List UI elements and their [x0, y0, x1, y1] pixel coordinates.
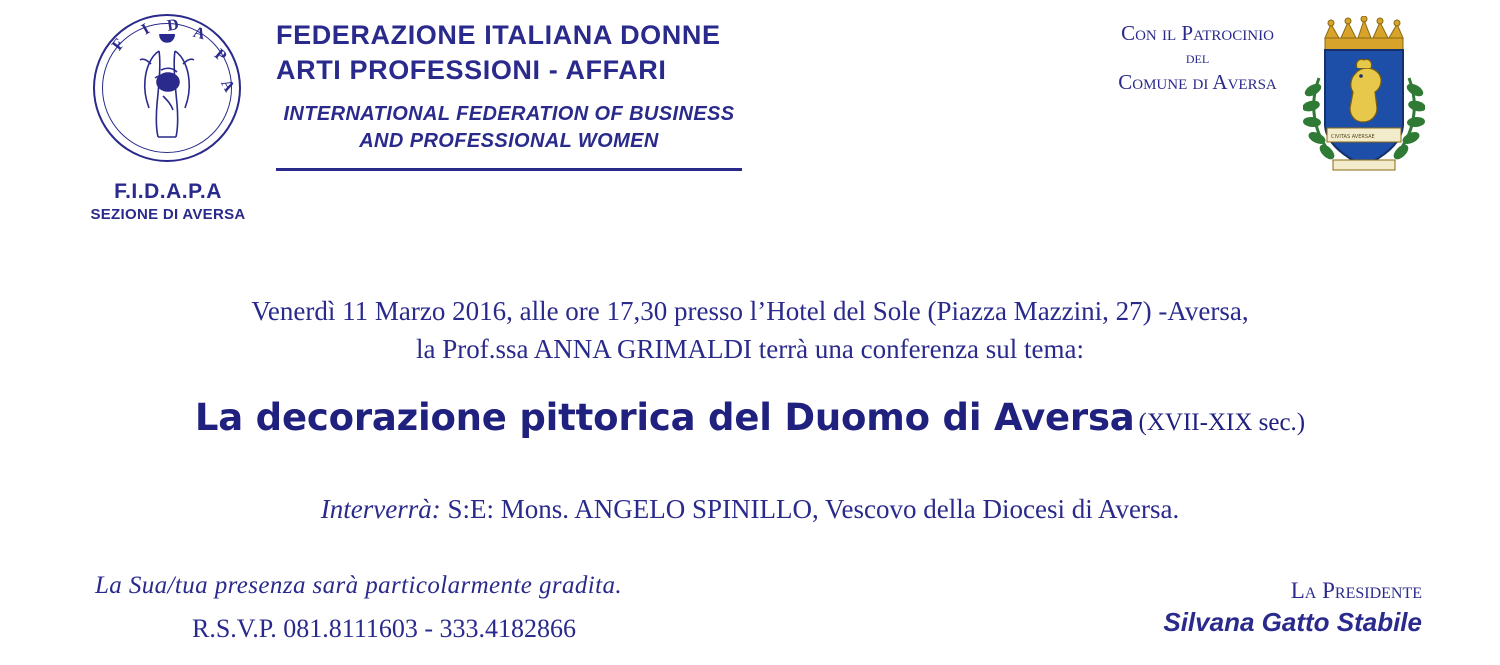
president-role: La Presidente	[1290, 578, 1422, 603]
emblem-caption	[48, 180, 288, 223]
federation-italian-line2: ARTI PROFESSIONI - AFFARI	[276, 54, 667, 85]
federation-italian-line1: FEDERAZIONE ITALIANA DONNE	[276, 20, 721, 50]
emblem-letter: A	[191, 23, 207, 44]
president-name: Silvana Gatto Stabile	[1163, 607, 1422, 638]
emblem-letter: D	[166, 16, 180, 35]
presence-note: La Sua/tua presenza sarà particolarmente gradita.	[95, 572, 623, 599]
emblem-caption-line2: SEZIONE DI AVERSA	[90, 206, 246, 223]
event-intro	[0, 292, 1500, 369]
emblem-letter: F	[108, 35, 129, 54]
conference-title-main: La decorazione pittorica del Duomo di Aversa	[194, 396, 1135, 439]
conference-title	[0, 396, 1500, 439]
conference-title-period: (XVII-XIX sec.)	[1138, 409, 1306, 436]
header-divider	[276, 168, 742, 171]
guest-speaker-label: Interverrà:	[320, 494, 441, 524]
emblem-letter: A	[217, 76, 238, 95]
federation-english-block	[276, 101, 742, 155]
comune-di-aversa-coat-of-arms-icon	[1303, 16, 1425, 178]
patronage-line2: del	[1185, 48, 1210, 68]
document-header	[0, 0, 1500, 240]
emblem-figure-icon	[137, 34, 197, 142]
guest-speaker-line	[0, 494, 1500, 525]
svg-text:CIVITAS AVERSAE: CIVITAS AVERSAE	[1331, 134, 1375, 140]
patronage-block	[1090, 20, 1305, 97]
federation-english-line1: INTERNATIONAL FEDERATION OF BUSINESS	[283, 103, 735, 126]
patronage-line1: Con il Patrocinio	[1121, 21, 1274, 45]
signature-block	[1163, 578, 1422, 638]
intro-line-2: la Prof.ssa ANNA GRIMALDI terrà una conferenza sul tema:	[415, 334, 1085, 365]
rsvp-line: R.S.V.P. 081.8111603 - 333.4182866	[192, 614, 577, 643]
federation-english-line2: AND PROFESSIONAL WOMEN	[359, 130, 659, 153]
fidapa-emblem-icon	[93, 14, 243, 164]
federation-titles	[276, 18, 746, 155]
emblem-caption-line1: F.I.D.A.P.A	[114, 180, 222, 203]
intro-line-1: Venerdì 11 Marzo 2016, alle ore 17,30 presso l’Hotel del Sole (Piazza Mazzini, 27) -Aversa,	[251, 296, 1249, 326]
emblem-letter: P	[211, 45, 230, 66]
patronage-line3: Comune di Aversa	[1118, 70, 1277, 95]
guest-speaker-name: S:E: Mons. ANGELO SPINILLO, Vescovo della Diocesi di Aversa.	[447, 494, 1180, 524]
emblem-letter: I	[138, 20, 153, 39]
